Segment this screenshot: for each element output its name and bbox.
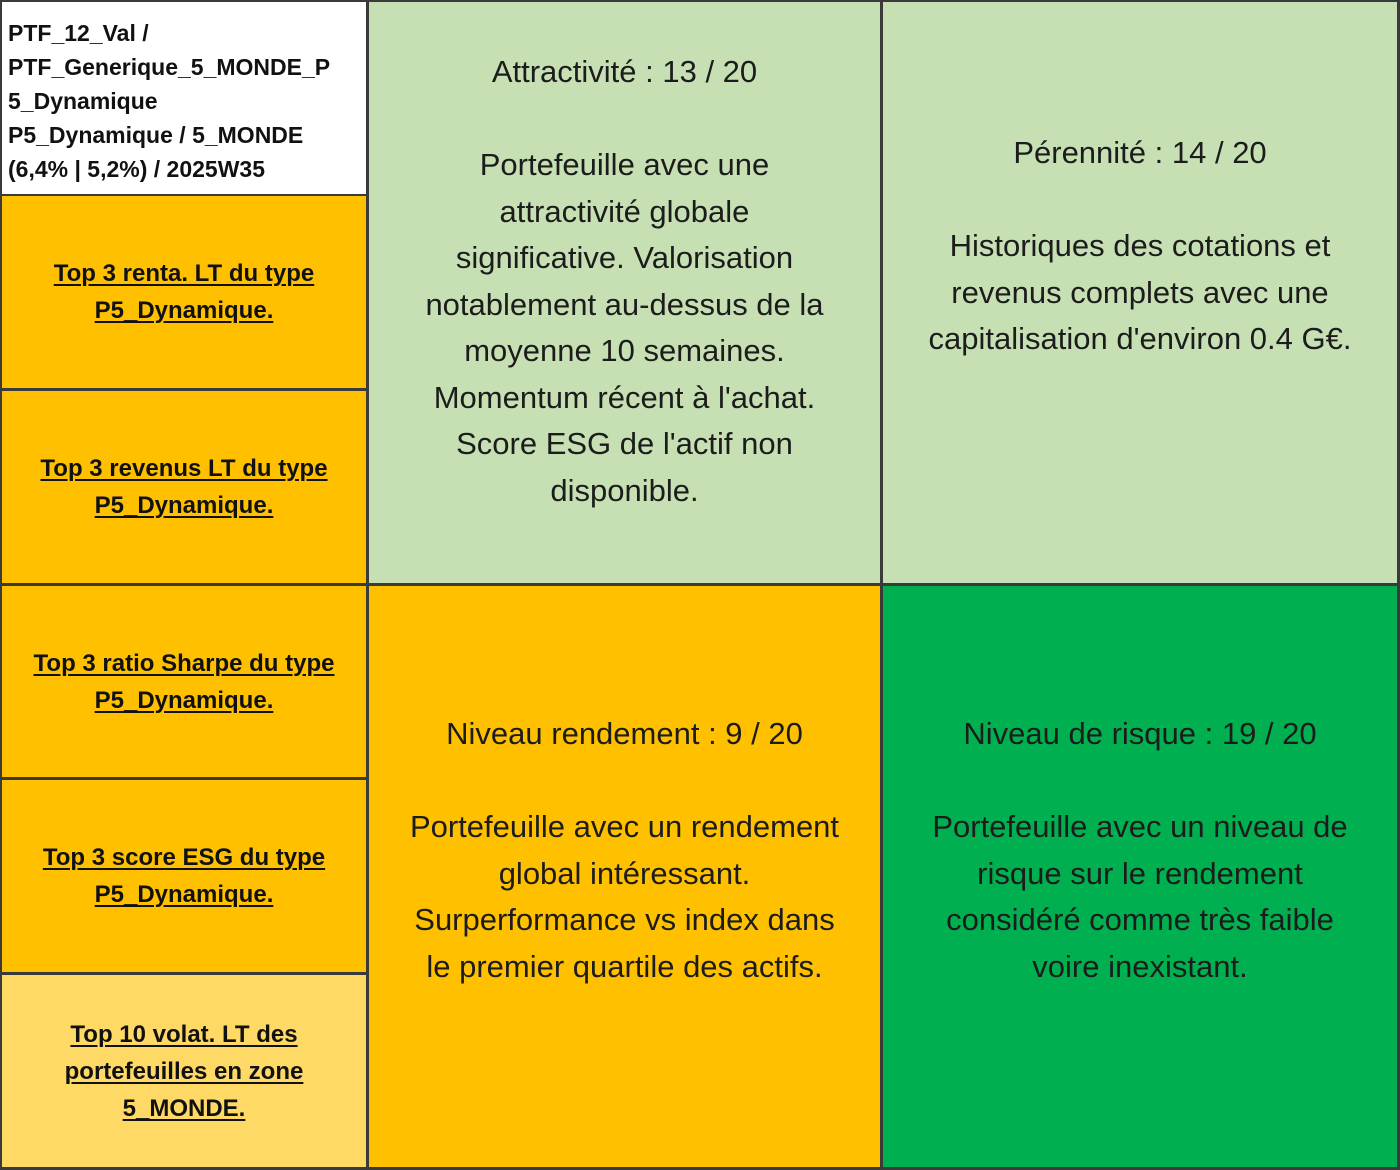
perennite-description-line: revenus complets avec une [951, 274, 1329, 310]
portfolio-type-zone: P5_Dynamique / 5_MONDE [8, 122, 304, 148]
risque-description-line: Portefeuille avec un niveau de [932, 809, 1348, 844]
risque-description-line: considéré comme très faible [946, 902, 1334, 937]
rendement-score: Niveau rendement : 9 / 20 [446, 716, 803, 751]
portfolio-name: PTF_12_Val / [8, 20, 149, 46]
rendement-description-line: le premier quartile des actifs. [426, 948, 823, 984]
risque-score: Niveau de risque : 19 / 20 [963, 716, 1317, 751]
nav-top3-esg-link[interactable] [43, 839, 325, 913]
nav-top3-sharpe[interactable] [2, 586, 366, 777]
nav-top10-volat-line2: portefeuilles en zone [64, 1057, 304, 1085]
attractivite-description-line: Momentum récent à l'achat. [433, 379, 816, 415]
nav-top3-revenus-link[interactable] [40, 450, 327, 524]
attractivite-panel [369, 2, 880, 583]
portfolio-header [2, 2, 366, 194]
perennite-score: Pérennité : 14 / 20 [1013, 135, 1267, 171]
attractivite-score: Attractivité : 13 / 20 [491, 54, 758, 89]
perennite-description [929, 223, 1352, 363]
nav-top3-renta-link[interactable] [54, 255, 314, 329]
portfolio-generic-name: PTF_Generique_5_MONDE_P [8, 54, 331, 80]
portfolio-generic-name-cont: 5_Dynamique [8, 88, 158, 114]
attractivite-description-line: significative. Valorisation [455, 240, 794, 275]
rendement-description-line: Surperformance vs index dans [414, 902, 835, 937]
nav-top3-sharpe-line2: P5_Dynamique. [94, 686, 274, 714]
risque-description-line: risque sur le rendement [977, 855, 1303, 891]
rendement-description-line: Portefeuille avec un rendement [409, 809, 840, 844]
perennite-description-line: Historiques des cotations et [949, 228, 1331, 264]
nav-top3-revenus-line1: Top 3 revenus LT du type [40, 455, 328, 482]
rendement-panel [369, 586, 880, 1167]
perennite-description-line: capitalisation d'environ 0.4 G€. [928, 321, 1352, 357]
nav-top3-esg-line1: Top 3 score ESG du type [42, 844, 326, 871]
nav-top3-sharpe-line1: Top 3 ratio Sharpe du type [33, 649, 335, 677]
attractivite-description-line: disponible. [550, 472, 699, 508]
nav-top3-sharpe-link[interactable] [34, 645, 335, 719]
nav-top3-renta-line1: Top 3 renta. LT du type [53, 260, 315, 287]
attractivite-description-line: attractivité globale [499, 193, 750, 229]
nav-top3-revenus-line2: P5_Dynamique. [94, 492, 274, 519]
nav-top10-volat-link[interactable] [65, 1016, 304, 1127]
nav-top3-esg-line2: P5_Dynamique. [94, 881, 274, 908]
attractivite-description [425, 142, 823, 514]
attractivite-description-line: moyenne 10 semaines. [464, 333, 785, 368]
nav-top3-renta-line2: P5_Dynamique. [94, 297, 274, 324]
nav-top10-volat-line1: Top 10 volat. LT des [70, 1020, 298, 1048]
nav-top10-volat[interactable] [2, 975, 366, 1167]
nav-top3-revenus[interactable] [2, 391, 366, 583]
rendement-description [410, 804, 839, 990]
attractivite-description-line: notablement au-dessus de la [425, 286, 824, 322]
attractivite-description-line: Score ESG de l'actif non [456, 426, 793, 461]
nav-top3-esg[interactable] [2, 780, 366, 972]
rendement-description-line: global intéressant. [498, 855, 751, 891]
risque-description [932, 804, 1347, 990]
nav-top10-volat-line3: 5_MONDE. [122, 1094, 246, 1122]
risque-panel [883, 586, 1397, 1167]
portfolio-perf-week: (6,4% | 5,2%) / 2025W35 [8, 156, 266, 182]
attractivite-description-line: Portefeuille avec une [479, 147, 770, 182]
perennite-panel [883, 2, 1397, 583]
risque-description-line: voire inexistant. [1032, 948, 1248, 984]
nav-top3-renta[interactable] [2, 196, 366, 388]
